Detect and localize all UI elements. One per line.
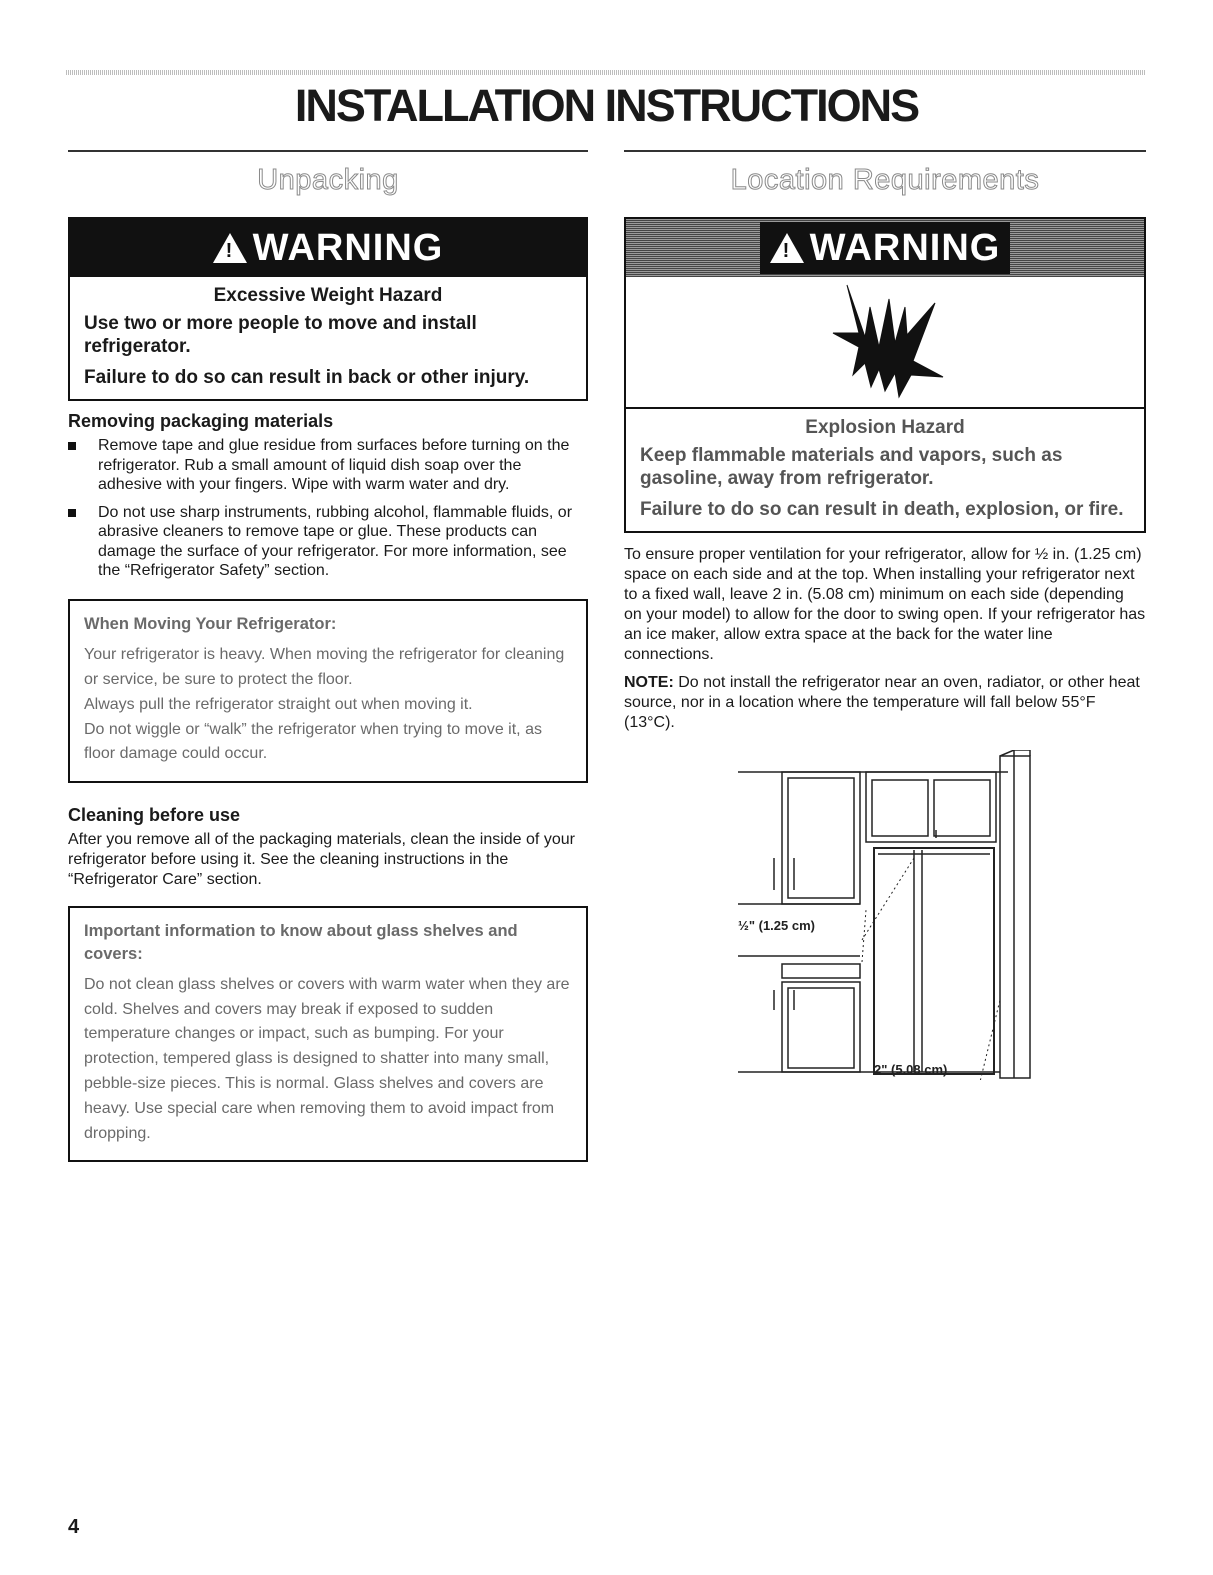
- hazard-title: Excessive Weight Hazard: [213, 285, 443, 306]
- hazard-instruction: Use two or more people to move and install refrigerator.: [84, 313, 477, 357]
- moving-note-box: [68, 599, 588, 783]
- warning-label-wrap: [760, 222, 1011, 274]
- moving-note-line: Do not wiggle or “walk” the refrigerator when trying to move it, as floor damage could occur.: [84, 720, 542, 763]
- page-number: 4: [68, 1516, 80, 1538]
- removing-heading: Removing packaging materials: [68, 411, 334, 432]
- cleaning-heading: Cleaning before use: [68, 805, 241, 826]
- warning-label: WARNING: [252, 227, 444, 269]
- ventilation-text: To ensure proper ventilation for your refrigerator, allow for ½ in. (1.25 cm) space on each side and at the top. When installing your refrigerator next to a fixed wall, leave 2 in. (5.08 cm) minimum on each side (depending on your model) to allow for the door to swing open. If your refrigerator has an ice maker, allow extra space at the back for the water line connections.: [624, 546, 1146, 664]
- removing-list: [68, 436, 588, 581]
- cleaning-text: After you remove all of the packaging materials, clean the inside of your refrigerator before using it. See the cleaning instructions in the “Refrigerator Care” section.: [68, 831, 575, 889]
- glass-note-title: Important information to know about glass shelves and covers:: [84, 922, 518, 963]
- warning-label: WARNING: [809, 227, 1001, 269]
- bullet-square-icon: [68, 509, 76, 517]
- location-column: [624, 150, 1146, 741]
- page-title: INSTALLATION INSTRUCTIONS: [294, 80, 919, 131]
- warning-banner: [70, 219, 586, 277]
- hazard-instruction: Keep flammable materials and vapors, such as gasoline, away from refrigerator.: [640, 445, 1063, 489]
- moving-note-line: Always pull the refrigerator straight out when moving it.: [84, 695, 473, 713]
- moving-note-title: When Moving Your Refrigerator:: [84, 615, 337, 633]
- refrigerator-cabinet-diagram: [738, 750, 1038, 1080]
- note-text: Do not install the refrigerator near an oven, radiator, or other heat source, nor in a location where the temperature will fall below 55°F (13°C).: [624, 674, 1140, 732]
- top-dotted-rule: [66, 70, 1146, 75]
- warning-body: [70, 277, 586, 399]
- door-clearance-label: 2" (5.08 cm): [874, 1062, 948, 1077]
- column-divider: [68, 150, 588, 152]
- explosion-icon-area: [626, 277, 1144, 409]
- note-label: NOTE:: [624, 674, 674, 692]
- note-paragraph: [624, 673, 1146, 733]
- warning-body: [626, 409, 1144, 531]
- warning-triangle-icon: [770, 233, 804, 263]
- warning-triangle-icon: [213, 233, 247, 263]
- hazard-title: Explosion Hazard: [805, 417, 965, 438]
- location-heading: Location Requirements: [730, 164, 1040, 196]
- list-item: Do not use sharp instruments, rubbing alcohol, flammable fluids, or abrasive cleaners to remove tape or glue. These products can damage the surface of your refrigerator. For more information, see the “Refrigerator Safety” section.: [68, 503, 588, 581]
- warning-banner: [626, 219, 1144, 277]
- hazard-consequence: Failure to do so can result in back or other injury.: [84, 366, 530, 388]
- glass-note-box: [68, 906, 588, 1162]
- unpacking-column: [68, 150, 588, 1162]
- column-divider: [624, 150, 1146, 152]
- clearance-illustration: [738, 750, 1038, 1085]
- bullet-square-icon: [68, 442, 76, 450]
- glass-note-text: Do not clean glass shelves or covers with warm water when they are cold. Shelves and covers may break if exposed to sudden temperature changes or impact, such as bumping. For your protection, tempered glass is designed to shatter into many small, pebble-size pieces. This is normal. Glass shelves and covers are heavy. Use special care when removing them to avoid impact from dropping.: [84, 975, 570, 1142]
- side-clearance-label: ½" (1.25 cm): [738, 918, 815, 933]
- weight-warning-box: [68, 217, 588, 401]
- hazard-consequence: Failure to do so can result in death, explosion, or fire.: [640, 498, 1124, 520]
- unpacking-heading: Unpacking: [257, 164, 399, 196]
- explosion-icon: [815, 277, 955, 402]
- list-item: Remove tape and glue residue from surfaces before turning on the refrigerator. Rub a small amount of liquid dish soap over the adhesive with your fingers. Wipe with warm water and dry.: [68, 436, 588, 495]
- explosion-warning-box: [624, 217, 1146, 533]
- moving-note-line: Your refrigerator is heavy. When moving the refrigerator for cleaning or service, be sure to protect the floor.: [84, 646, 565, 689]
